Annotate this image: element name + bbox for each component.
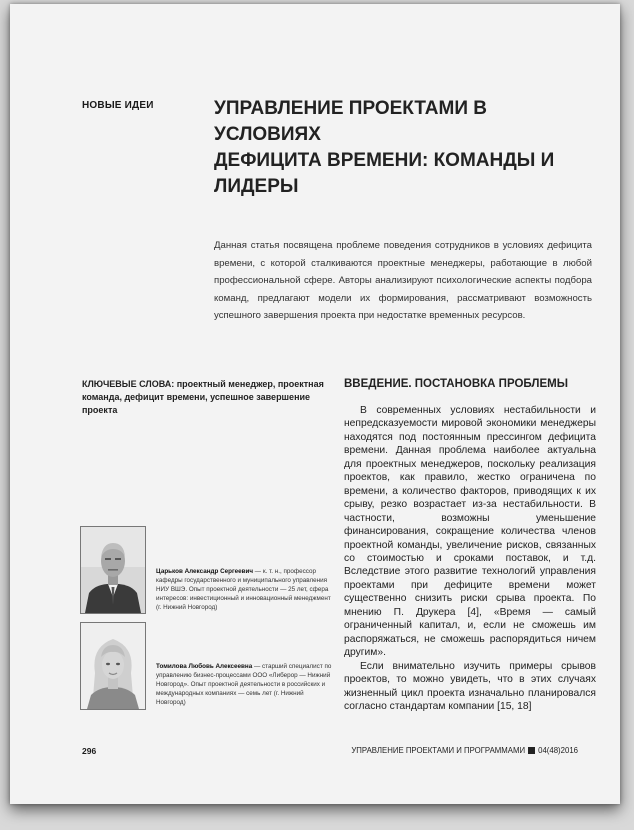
author-name-1: Царьков Александр Сергеевич — [156, 568, 254, 575]
intro-paragraph-1: В современных условиях нестабильности и непредсказуемости мировой экономики менеджеры находятся под постоянным прессингом дефицита времени. Данная проблема наиболее актуальна для проектных менеджеров, поскольку реализация проектов, как правило, жестко ограничена по времени, а количество факторов, приводящих к их срыву, резко возрастает из-за нестабильности. В частности, возможны уменьшение финансирования, сокращение количества членов проектной команды, увеличение рисков, связанных со стоимостью и сроками поставок, и т.д. Вследствие этого развитие технологий управления проектами при дефиците времени может существенно снизить риски срыва проекта. По мнению П. Друкера [4], «Время — самый ограниченный капитал, и, если не сможешь им распоряжаться, не сможешь распорядиться ничем другим». — [344, 405, 596, 659]
title-line-2: ДЕФИЦИТА ВРЕМЕНИ: КОМАНДЫ И ЛИДЕРЫ — [214, 150, 555, 197]
journal-footer — [351, 746, 578, 755]
intro-body — [344, 404, 596, 713]
title-line-1: УПРАВЛЕНИЕ ПРОЕКТАМИ В УСЛОВИЯХ — [214, 98, 487, 145]
magazine-page — [10, 4, 620, 804]
page-number: 296 — [82, 746, 97, 756]
article-title — [214, 96, 594, 200]
section-label: НОВЫЕ ИДЕИ — [82, 100, 154, 111]
author-photo-woman — [80, 622, 146, 710]
author-bio-1 — [156, 567, 334, 612]
author-details-2: — старший специалист по управлению бизнес-процессами ООО «Либерор — Нижний Новгород». Опыт проектной деятельности в российских и международных компаниях — семь лет (г. Нижний Новгород) — [156, 663, 332, 706]
journal-name: УПРАВЛЕНИЕ ПРОЕКТАМИ И ПРОГРАММАМИ — [351, 746, 526, 755]
intro-paragraph-2: Если внимательно изучить примеры срывов проектов, то можно увидеть, что в этих случаях жизненный цикл проекта изначально планировался согласно стандартам компании [15, 18] — [344, 660, 596, 712]
journal-issue: 04(48)2016 — [538, 746, 578, 755]
keywords: КЛЮЧЕВЫЕ СЛОВА: проектный менеджер, проектная команда, дефицит времени, успешное завершение проекта — [82, 379, 324, 415]
article-abstract: Данная статья посвящена проблеме поведения сотрудников в условиях дефицита времени, с которой сталкиваются проектные менеджеры, работающие в любой профессиональной сфере. Авторы анализируют психологические аспекты подбора команд, предлагают модели их формирования, рассматривают возможность успешного завершения проекта при недостатке временных ресурсов. — [214, 240, 592, 321]
square-bullet-icon — [528, 747, 535, 754]
author-details-1: — к. т. н., профессор кафедры государственного и муниципального управления НИУ ВШЭ. Опыт проектной деятельности — 25 лет, сфера интересов: инвестиционный и инновационный менеджмент (г. Нижний Новгород) — [156, 568, 331, 611]
author-bio-2 — [156, 662, 334, 707]
intro-heading: ВВЕДЕНИЕ. ПОСТАНОВКА ПРОБЛЕМЫ — [344, 378, 568, 390]
author-photo-man — [80, 526, 146, 614]
author-name-2: Томилова Любовь Алексеевна — [156, 663, 253, 670]
